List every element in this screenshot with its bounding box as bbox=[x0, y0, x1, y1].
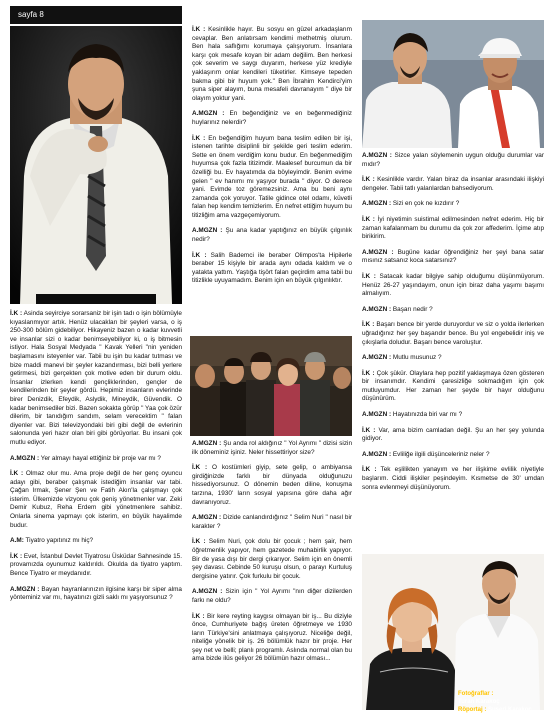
qa-paragraph bbox=[10, 537, 182, 546]
qa-paragraph bbox=[192, 252, 352, 286]
speaker-label: İ.K : bbox=[192, 612, 205, 620]
speaker-label: A.MGZN : bbox=[192, 514, 222, 522]
text-column-1 bbox=[10, 310, 182, 710]
qa-paragraph bbox=[362, 411, 544, 420]
speaker-label: İ.K : bbox=[192, 134, 206, 142]
paragraph-text: Tiyatro yapıtınız mı hiç? bbox=[25, 537, 94, 545]
paragraph-text: Yer almayı hayal ettiğiniz bir proje var mı ? bbox=[40, 454, 161, 462]
credit-report-name: Suseri Karakoç bbox=[488, 707, 532, 713]
paragraph-text: Sizce yalan söylemenin uygun olduğu durumlar var mıdır? bbox=[362, 152, 544, 168]
paragraph-text: Evet, İstanbul Devlet Tiyatrosu Üsküdar Sahnesinde 15. provamızda oyunumuz kaldırıldı. Okulda da tiyatro yaptım. Bence Tiyatro er meydanıdır. bbox=[10, 552, 182, 578]
qa-paragraph bbox=[362, 306, 544, 315]
credit-photo-label: Fotoğraflar : bbox=[458, 691, 494, 697]
paragraph-text: Selim Nuri, çok dolu bir çocuk ; hem şair, hem öğretmenlik yapıyor, hem gazetede muhabirlik yapıyor. Bir de yasa dışı bir dergi çıkarıyor. Selim için en önemli şey davası. Cebinde 50 kuruşu olsun, o parayı Kurtuluş dergisine yatırır. Çok furkulu bir çocuk. bbox=[192, 538, 352, 580]
credit-report bbox=[458, 706, 532, 714]
paragraph-text: En beğendiğim huyum bana teslim edilen bir işi, istenen tarihte disiplinli bir şekilde geri teslim ederim. Sette en önem verdiğim konu budur. En beğenmediğim huyumsa çok fazla titizimdir. Maalesef burcumun da bir özelliği bu. Ev hayatımda da böyleyimdir. Benim evime gelen " ev hanımı mı yaşıyor burada " diyor. O derece yani. Evimde toz göremezsiniz. Ama bu beni aynı zamanda çok yoruyor. Tatile gidince otel odamı, küvetli falan hep kendim temizlerim. En nefret ettiğim huyum bu titizliğim ama vazgeçemiyorum. bbox=[192, 134, 353, 219]
paragraph-text: Tek eşlilikten yanayım ve her ilişkime evlilik niyetiyle başlarım. Ciddi ilişkiler peşindeyim. Kısmetse de 30' umdan sonra evlenmeyi düşünüyorum. bbox=[362, 466, 544, 491]
qa-paragraph bbox=[192, 514, 352, 531]
speaker-label: A.MGZN : bbox=[10, 585, 40, 593]
speaker-label: İ.K : bbox=[192, 538, 206, 546]
paragraph-text: Sizin için " Yol Ayrımı "nın diğer dizilerden farkı ne oldu? bbox=[192, 588, 352, 604]
qa-paragraph bbox=[362, 273, 544, 299]
qa-paragraph bbox=[192, 440, 352, 457]
qa-paragraph bbox=[362, 354, 544, 363]
speaker-label: A.MGZN : bbox=[362, 200, 392, 208]
speaker-label: A.MGZN : bbox=[362, 305, 392, 313]
paragraph-text: Sizi en çok ne kızdırır ? bbox=[392, 200, 460, 208]
speaker-label: İ.K : bbox=[362, 426, 376, 434]
qa-paragraph bbox=[362, 216, 544, 242]
speaker-label: İ.K : bbox=[192, 464, 208, 472]
qa-paragraph bbox=[10, 470, 182, 530]
paragraph-text: Mutlu musunuz ? bbox=[392, 354, 442, 362]
speaker-label: A.MGZN : bbox=[362, 152, 392, 159]
speaker-label: İ.K : bbox=[362, 272, 376, 280]
speaker-label: A.MGZN : bbox=[362, 450, 392, 458]
paragraph-text: Başarı nedir ? bbox=[392, 305, 433, 313]
speaker-label: A.MGZN : bbox=[362, 411, 392, 419]
paragraph-text: Bugüne kadar öğrendiğiniz her şeyi bana satar mısınız satsanız koca satarsınız? bbox=[362, 248, 545, 265]
paragraph-text: Salih Bademci ile beraber Olimpos'ta Hipilerle beraber 15 kişiyle bir arada aynı odada kaldım ve o yatakta yattım. Yaştığa tişört falan geçirdim ama tabii bu titizlikle uyuyamadım. Benim için en büyük çılgınlıktır. bbox=[192, 251, 353, 285]
qa-paragraph bbox=[192, 110, 352, 127]
speaker-label: A.MGZN : bbox=[192, 440, 222, 447]
photo-credits bbox=[458, 690, 532, 714]
paragraph-text: Asinda seyirciye sorarsaniz bir işin tadı o işin bölümüyle kıyaslanmıyor artık. Henüz ulacakları bir şeyleri varsa, o iş 250-300 bölüm gidebiliyor. Hikayeniz bazen o kadar kuvvetli ve insanlar sizi o kadar benimseyebiliyor ki, o iş bitmesin istiyor. Hala Sosyal Medyada " Kavak Yelleri "nin yeniden başlamasını isteyenler var. Tabii bu işin bu kadar tutması ve bize maddi manevi bir şeyler kazandırması, bizi belli yerlere getirmesi, bizi gerçekten çok motive eden bir durum oldu. İnsanlar izlerken kendi gençliklerinden, gençler de kendilerinden bir şeyler gördü. Hepimiz insanların evlerinde birer Denizdik, Efeydik, Aslydik, Mineydik, Güvendik. O kadar benimsediler bizi. Bazen sokakta görüp " Yaa çok özür dilerim, bir tanıdığım sandım, selam verecektim " falan diyenler var. Bizi televizyondaki biri gibi değil de evlerinin salonunda yeri hazır olan biri gibi görüyorlar. Bu insani çok mutlu ediyor. bbox=[10, 310, 182, 446]
qa-paragraph bbox=[362, 466, 544, 492]
credit-photo bbox=[458, 690, 532, 706]
speaker-label: İ.K : bbox=[362, 466, 377, 474]
qa-paragraph bbox=[10, 310, 182, 448]
speaker-label: A.M: bbox=[10, 537, 24, 545]
qa-paragraph bbox=[192, 227, 352, 244]
qa-paragraph bbox=[10, 455, 182, 464]
speaker-label: A.MGZN : bbox=[192, 588, 223, 596]
qa-paragraph bbox=[362, 152, 544, 169]
paragraph-text: Var, ama bizim camladan değil. Şu an her şey yolunda gidiyor. bbox=[362, 426, 544, 443]
speaker-label: A.MGZN : bbox=[362, 248, 394, 256]
photo-actor-portrait bbox=[10, 26, 182, 304]
paragraph-text: Satacak kadar bilgiye sahip olduğumu düşünmüyorum. Henüz 26-27 yaşındayım, onun için biraz daha yaşımı başımı almalıyım. bbox=[362, 272, 544, 298]
qa-paragraph bbox=[10, 553, 182, 579]
qa-paragraph bbox=[362, 249, 544, 266]
speaker-label: A.MGZN : bbox=[362, 354, 392, 362]
photo-period-drama-cast bbox=[190, 336, 352, 436]
qa-paragraph bbox=[192, 464, 352, 507]
qa-paragraph bbox=[10, 586, 182, 603]
page-number-bar bbox=[10, 6, 182, 24]
paragraph-text: Bayan hayranlarınızın ilgisine karşı bir siper alma yönteminiz var mı, hayatınızı gizli saklı mı yaşıyorsunuz ? bbox=[10, 585, 182, 602]
qa-paragraph bbox=[192, 588, 352, 605]
credit-photo-name: Turan Karakoç bbox=[458, 699, 500, 705]
page-number: sayfa 8 bbox=[18, 10, 44, 19]
speaker-label: İ.K : bbox=[362, 369, 375, 377]
speaker-label: İ.K : bbox=[10, 310, 23, 317]
photo-actor-with-friend bbox=[362, 20, 544, 148]
speaker-label: İ.K : bbox=[192, 26, 206, 33]
qa-paragraph bbox=[192, 538, 352, 581]
speaker-label: İ.K : bbox=[362, 176, 375, 184]
paragraph-text: Kesinlikle hayır. Bu sosyu en güzel arkadaşlarım cevaplar. Ben anlatırsam kendimi methetmiş olurum. Ben hala saflığımı korumaya çalışıyorum. İnsanlara karşı çok mesafe koyan bir adam değilim. Ben herkesi çok severim ve saygı duyarım, herkese yüz krediyle yaklaşırım onlar kendileri tüketirler. Kimseye tepeden bakma gibi bir huyum yok." Ben İbrahim Kendirci'yim şuna siper alayım, buna mesafeli davranayım " diye bir olayım yoktur yani. bbox=[192, 26, 352, 102]
paragraph-text: İyi niyetimin suistimal edilmesinden nefret ederim. Hiç bir zaman kafalanmam bu durumu da çok zor affederim. İçime atıp birikirim. bbox=[362, 215, 544, 241]
paragraph-text: Olmaz olur mu. Ama proje değil de her genç oyuncu adayı gibi, beraber çalışmak istediğim insanlar var tabi. Çağan Irmak, Şener Şen ve Fatih Akın'la çalışmayı çok isterim. Ülkemizde vizyonu çok geniş yönetmenler var. Zeki Demir Kubuz, Reha Erdem gibi yönetmenlere sahibiz. Onlarla sinema yapmayı çok isterim, en büyük hayalimde budur. bbox=[10, 470, 183, 529]
speaker-label: İ.K : bbox=[192, 251, 207, 259]
qa-paragraph bbox=[362, 370, 544, 404]
text-column-2-top bbox=[192, 26, 352, 332]
qa-paragraph bbox=[362, 200, 544, 209]
paragraph-text: Kesinlikle vardır. Yalan biraz da insanlar arasındaki ilişkiyi dengeler. Tabii tatlı yalanlardan bahsediyorum. bbox=[362, 176, 544, 192]
text-column-3 bbox=[362, 152, 544, 552]
qa-paragraph bbox=[362, 321, 544, 347]
paragraph-text: Hayatınızda biri var mı ? bbox=[392, 411, 463, 419]
paragraph-text: Şu ana kadar yaptığınız en büyük çılgınlık nedir? bbox=[192, 227, 353, 244]
speaker-label: A.MGZN : bbox=[192, 227, 223, 235]
paragraph-text: Bir kere reyting kaygısı olmayan bir iş... Bu diziyle önce, Cumhuriyete bağış üreten öğretmeye ve 1930 ların Türkiye'sini anlatmaya çalışıyoruz. Niceliğe değil, niteliğe yönelik bir iş. 26 bölümlük hazır bir proje. Her şey net ve belli; planlı programlı. Aslında normal olan bu ama bizde ilüs geliyor 26 bölümün hazır olması... bbox=[192, 612, 352, 663]
speaker-label: A.MGZN : bbox=[10, 454, 40, 462]
photo-actor-with-woman bbox=[362, 554, 544, 710]
qa-paragraph bbox=[192, 613, 352, 665]
speaker-label: İ.K : bbox=[10, 552, 23, 560]
speaker-label: İ.K : bbox=[10, 470, 24, 478]
paragraph-text: Başarı bence bir yerde duruyordur ve siz o yolda ilerlerken uğradığınız her şey başarıdır bence. Bu yol engebelidir iniş ve çıkışlarla doludur. Başarı bence varoluştur. bbox=[362, 321, 544, 346]
speaker-label: İ.K : bbox=[362, 215, 375, 223]
paragraph-text: Çok şükür. Olaylara hep pozitif yaklaşmaya özen gösteren bir insanımdır. Kendimi çaresizliğe sokmadığım için çok mutluyumdur. Her zaman her şeyde bir hayır olduğunu düşünürüm. bbox=[362, 369, 544, 403]
qa-paragraph bbox=[362, 451, 544, 460]
speaker-label: A.MGZN : bbox=[192, 110, 225, 118]
credit-report-label: Röportaj : bbox=[458, 707, 487, 713]
qa-paragraph bbox=[362, 176, 544, 193]
paragraph-text: Şu anda rol aldığınız " Yol Ayrımı " dizisi sizin ilk döneminiz işiniz. Neler hissettiriyor size? bbox=[192, 440, 353, 456]
qa-paragraph bbox=[362, 427, 544, 444]
paragraph-text: En beğendiğiniz ve en beğenmediğiniz huylarınız nelerdir? bbox=[192, 110, 352, 126]
paragraph-text: Evliliğe ilgili düşünceleriniz neler ? bbox=[392, 450, 490, 458]
paragraph-text: O kostümleri giyip, sete gelip, o ambiyansa girdiğinizde farklı bir dünyada olduğunuzu hissediyorsunuz. O dönemin beden diline, konuşma tarzına, 1930' ların sosyal yapısına göre daha ağır davranıyoruz. bbox=[192, 464, 352, 506]
qa-paragraph bbox=[192, 26, 352, 103]
qa-paragraph bbox=[192, 135, 352, 221]
paragraph-text: Dizide canlandırdığınız " Selim Nuri " nasıl bir karakter ? bbox=[192, 514, 353, 530]
speaker-label: İ.K : bbox=[362, 321, 375, 329]
text-column-2-bottom bbox=[192, 440, 352, 712]
